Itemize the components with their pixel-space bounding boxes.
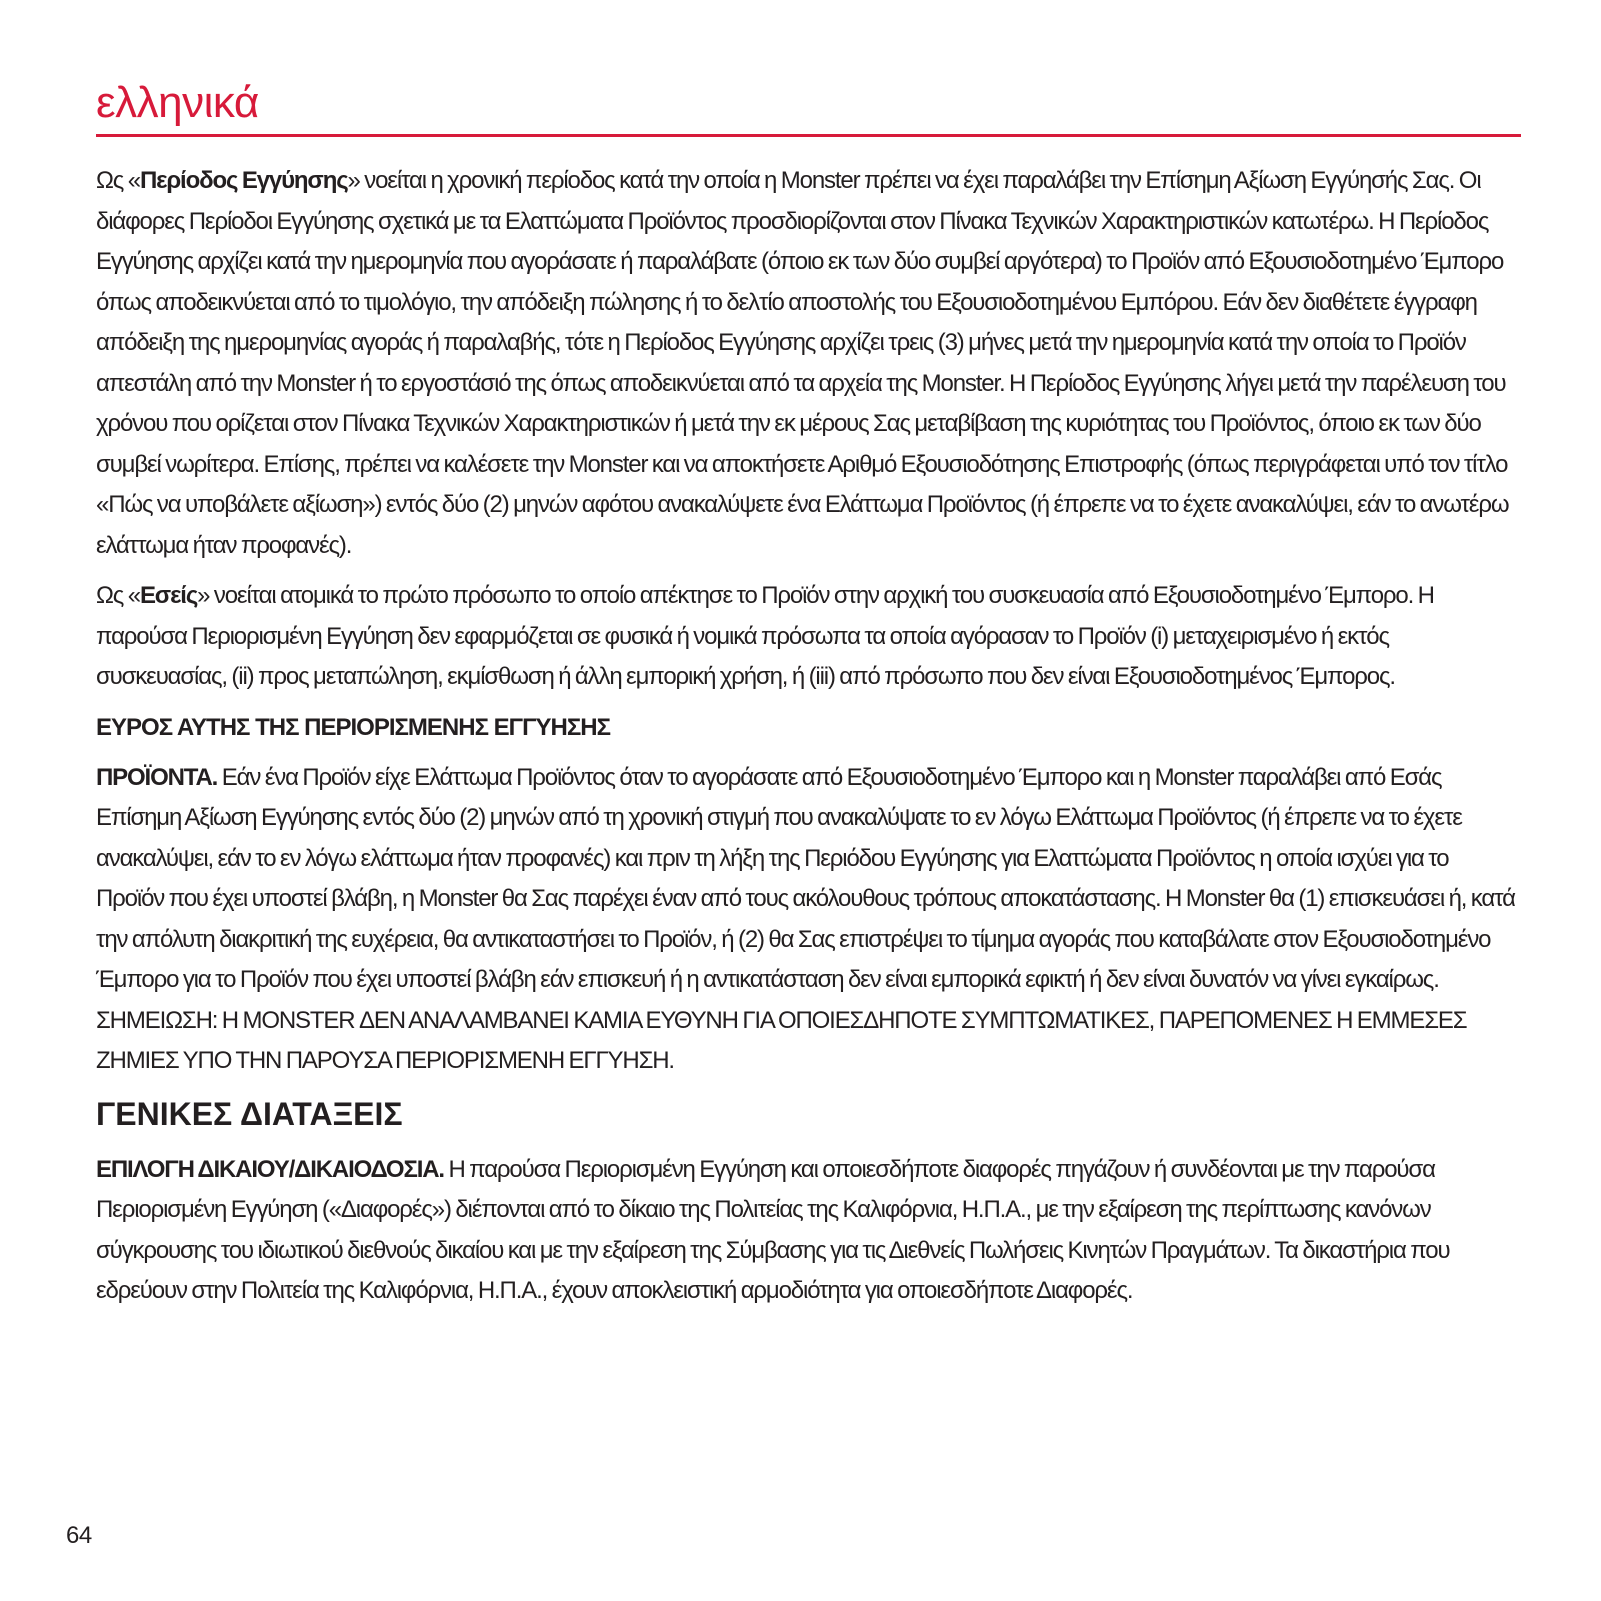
scope-heading: ΕΥΡΟΣ ΑΥΤΗΣ ΤΗΣ ΠΕΡΙΟΡΙΣΜΕΝΗΣ ΕΓΓΥΗΣΗΣ: [96, 713, 610, 741]
products-lead: ΠΡΟΪΟΝΤΑ.: [96, 763, 218, 791]
governing-law-lead: ΕΠΙΛΟΓΗ ΔΙΚΑΙΟΥ/ΔΙΚΑΙΟΔΟΣΙΑ.: [96, 1155, 444, 1183]
p4-body: Η παρούσα Περιορισμένη Εγγύηση και οποιεσδήποτε διαφορές πηγάζουν ή συνδέονται με την παρούσα Περιορισμένη Εγγύηση («Διαφορές») διέπονται από το δίκαιο της Πολιτείας της Καλιφόρνια, Η.Π.Α., με την εξαίρεση της περίπτωσης κανόνων σύγκρουσης του ιδιωτικού διεθνούς δικαίου και με την εξαίρεση της Σύμβασης για τις Διεθνείς Πωλήσεις Κινητών Πραγμάτων. Τα δικαστήρια που εδρεύουν στην Πολιτεία της Καλιφόρνια, Η.Π.Α., έχουν αποκλειστική αρμοδιότητα για οποιεσδήποτε Διαφορές.: [96, 1155, 1450, 1304]
warranty-period-paragraph: [96, 161, 1521, 566]
you-definition-paragraph: [96, 576, 1521, 698]
p2-prefix: Ως «: [96, 582, 140, 609]
title-rule: [96, 134, 1521, 137]
p3-body: Εάν ένα Προϊόν είχε Ελάττωμα Προϊόντος όταν το αγοράσατε από Εξουσιοδοτημένο Έμπορο και η Monster παραλάβει από Εσάς Επίσημη Αξίωση Εγγύησης εντός δύο (2) μηνών από τη χρονική στιγμή που ανακαλύψατε το εν λόγω Ελάττωμα Προϊόντος (ή έπρεπε να το έχετε ανακαλύψει, εάν το εν λόγω ελάττωμα ήταν προφανές) και πριν τη λήξη της Περιόδου Εγγύησης για Ελαττώματα Προϊόντος η οποία ισχύει για το Προϊόν που έχει υποστεί βλάβη, η Monster θα Σας παρέχει έναν από τους ακόλουθους τρόπους αποκατάστασης. Η Monster θα (1) επισκευάσει ή, κατά την απόλυτη διακριτική της ευχέρεια, θα αντικαταστήσει το Προϊόν, ή (2) θα Σας επιστρέψει το τίμημα αγοράς που καταβάλατε στον Εξουσιοδοτημένο Έμπορο για το Προϊόν που έχει υποστεί βλάβη εάν επισκευή ή η αντικατάσταση δεν είναι εμπορικά εφικτή ή δεν είναι δυνατόν να γίνει εγκαίρως. ΣΗΜΕΙΩΣΗ: Η MONSTER ΔΕΝ ΑΝΑΛΑΜΒΑΝΕΙ ΚΑΜΙΑ ΕΥΘΥΝΗ ΓΙΑ ΟΠΟΙΕΣΔΗΠΟΤΕ ΣΥΜΠΤΩΜΑΤΙΚΕΣ, ΠΑΡΕΠΟΜΕΝΕΣ Η ΕΜΜΕΣΕΣ ΖΗΜΙΕΣ ΥΠΟ ΤΗΝ ΠΑΡΟΥΣΑ ΠΕΡΙΟΡΙΣΜΕΝΗ ΕΓΓΥΗΣΗ.: [96, 763, 1515, 1074]
term-warranty-period: Περίοδος Εγγύησης: [139, 167, 348, 194]
products-paragraph: [96, 758, 1521, 1082]
p2-body: » νοείται ατομικά το πρώτο πρόσωπο το οποίο απέκτησε το Προϊόν στην αρχική του συσκευασία από Εξουσιοδοτημένο Έμπορο. Η παρούσα Περιορισμένη Εγγύηση δεν εφαρμόζεται σε φυσικά ή νομικά πρόσωπα τα οποία αγόρασαν το Προϊόν (i) μεταχειρισμένο ή εκτός συσκευασίας, (ii) προς μεταπώληση, εκμίσθωση ή άλλη εμπορική χρήση, ή (iii) από πρόσωπο που δεν είναι Εξουσιοδοτημένος Έμπορος.: [96, 582, 1434, 690]
governing-law-paragraph: [96, 1150, 1521, 1312]
page-number: 64: [66, 1522, 92, 1549]
page-content: [96, 78, 1521, 1312]
general-provisions-heading: ΓΕΝΙΚΕΣ ΔΙΑΤΑΞΕΙΣ: [96, 1095, 403, 1132]
p1-prefix: Ως «: [96, 167, 140, 194]
p1-body: » νοείται η χρονική περίοδος κατά την οποία η Monster πρέπει να έχει παραλάβει την Επίσημη Αξίωση Εγγύησής Σας. Οι διάφορες Περίοδοι Εγγύησης σχετικά με τα Ελαττώματα Προϊόντος προσδιορίζονται στον Πίνακα Τεχνικών Χαρακτηριστικών κατωτέρω. Η Περίοδος Εγγύησης αρχίζει κατά την ημερομηνία που αγοράσατε ή παραλάβατε (όποιο εκ των δύο συμβεί αργότερα) το Προϊόν από Εξουσιοδοτημένο Έμπορο όπως αποδεικνύεται από το τιμολόγιο, την απόδειξη πώλησης ή το δελτίο αποστολής του Εξουσιοδοτημένου Εμπόρου. Εάν δεν διαθέτετε έγγραφη απόδειξη της ημερομηνίας αγοράς ή παραλαβής, τότε η Περίοδος Εγγύησης αρχίζει τρεις (3) μήνες μετά την ημερομηνία κατά την οποία το Προϊόν απεστάλη από την Monster ή το εργοστάσιό της όπως αποδεικνύεται από τα αρχεία της Monster. Η Περίοδος Εγγύησης λήγει μετά την παρέλευση του χρόνου που ορίζεται στον Πίνακα Τεχνικών Χαρακτηριστικών ή μετά την εκ μέρους Σας μεταβίβαση της κυριότητας του Προϊόντος, όποιο εκ των δύο συμβεί νωρίτερα. Επίσης, πρέπει να καλέσετε την Monster και να αποκτήσετε Αριθμό Εξουσιοδότησης Επιστροφής (όπως περιγράφεται υπό τον τίτλο «Πώς να υποβάλετε αξίωση») εντός δύο (2) μηνών αφότου ανακαλύψετε ένα Ελάττωμα Προϊόντος (ή έπρεπε να το έχετε ανακαλύψει, εάν το ανωτέρω ελάττωμα ήταν προφανές).: [96, 167, 1509, 559]
language-title: ελληνικά: [96, 78, 259, 127]
term-you: Εσείς: [139, 582, 198, 609]
